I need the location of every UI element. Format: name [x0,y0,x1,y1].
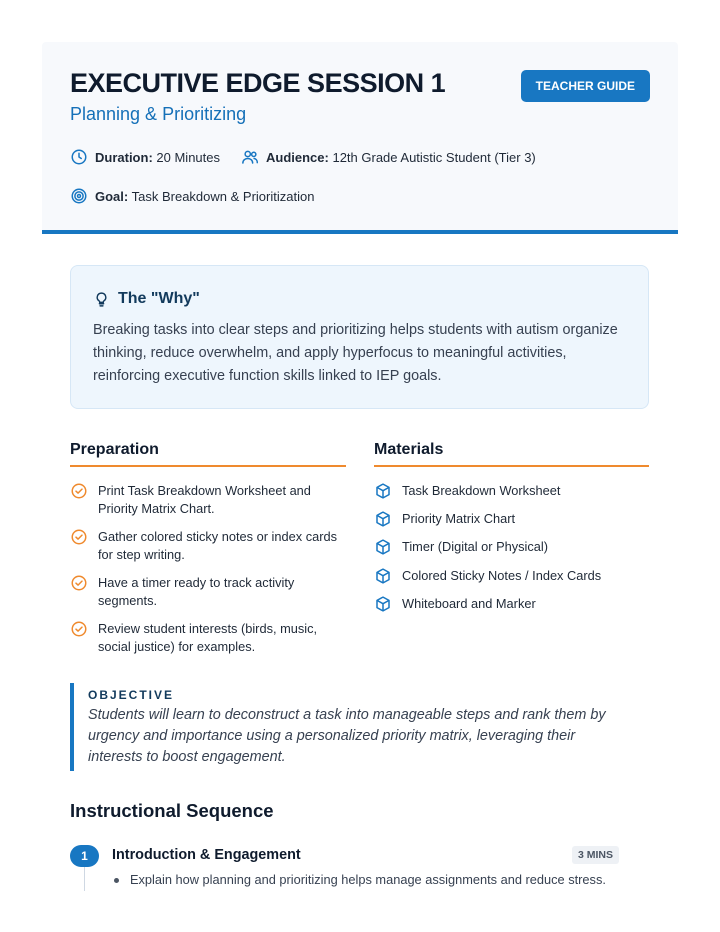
materials-divider [374,465,649,467]
goal-value: Task Breakdown & Prioritization [131,188,315,204]
step-title: Introduction & Engagement [112,847,301,863]
duration-label: Duration: [95,149,153,165]
goal-meta [70,187,314,205]
box-icon [374,595,392,613]
lightbulb-icon [93,291,110,308]
page-subtitle: Planning & Prioritizing [70,104,247,124]
materials-title: Materials [374,441,444,458]
page-title: EXECUTIVE EDGE SESSION 1 [70,68,446,98]
teacher-guide-badge[interactable]: TEACHER GUIDE [521,70,650,102]
clock-icon [70,148,88,166]
check-circle-icon [70,528,88,546]
step-number: 1 [70,845,99,867]
list-item: Task Breakdown Worksheet [374,482,649,500]
objective-block [70,683,649,771]
list-item: Colored Sticky Notes / Index Cards [374,567,649,585]
users-icon [241,148,259,166]
box-icon [374,482,392,500]
why-callout [70,265,649,409]
box-icon [374,510,392,528]
list-item: Priority Matrix Chart [374,510,649,528]
preparation-title: Preparation [70,441,159,458]
check-circle-icon [70,574,88,592]
list-item: Gather colored sticky notes or index cards for step writing. [70,528,346,563]
box-icon [374,538,392,556]
preparation-list [70,482,346,655]
list-item: Have a timer ready to track activity segments. [70,574,346,609]
duration-value: 20 Minutes [156,149,220,165]
why-title: The "Why" [118,290,200,307]
step-bullet: Explain how planning and prioritizing helps manage assignments and reduce stress. [130,872,606,887]
list-item: Timer (Digital or Physical) [374,538,649,556]
audience-label: Audience: [266,149,329,165]
list-item: Review student interests (birds, music, social justice) for examples. [70,620,346,655]
check-circle-icon [70,482,88,500]
target-icon [70,187,88,205]
box-icon [374,567,392,585]
audience-value: 12th Grade Autistic Student (Tier 3) [332,149,536,165]
audience-meta [241,148,536,166]
list-item: Print Task Breakdown Worksheet and Priority Matrix Chart. [70,482,346,517]
objective-label: OBJECTIVE [88,688,175,702]
sequence-title: Instructional Sequence [70,800,274,821]
check-circle-icon [70,620,88,638]
goal-label: Goal: [95,188,129,204]
list-item: Whiteboard and Marker [374,595,649,613]
materials-list [374,482,649,612]
header-section [42,42,678,234]
preparation-divider [70,465,346,467]
step-connector [84,867,85,891]
why-body: Breaking tasks into clear steps and prioritizing helps students with autism organize thinking, reduce overwhelm, and apply hyperfocus to meaningful activities, reinforcing executive function skills linked to IEP goals. [93,322,618,384]
why-heading [93,290,200,308]
duration-meta [70,148,220,166]
step-time-badge: 3 MINS [572,846,619,864]
objective-text: Students will learn to deconstruct a task into manageable steps and rank them by urgency and importance using a personalized priority matrix, leveraging their interests to boost engagement. [88,707,606,765]
